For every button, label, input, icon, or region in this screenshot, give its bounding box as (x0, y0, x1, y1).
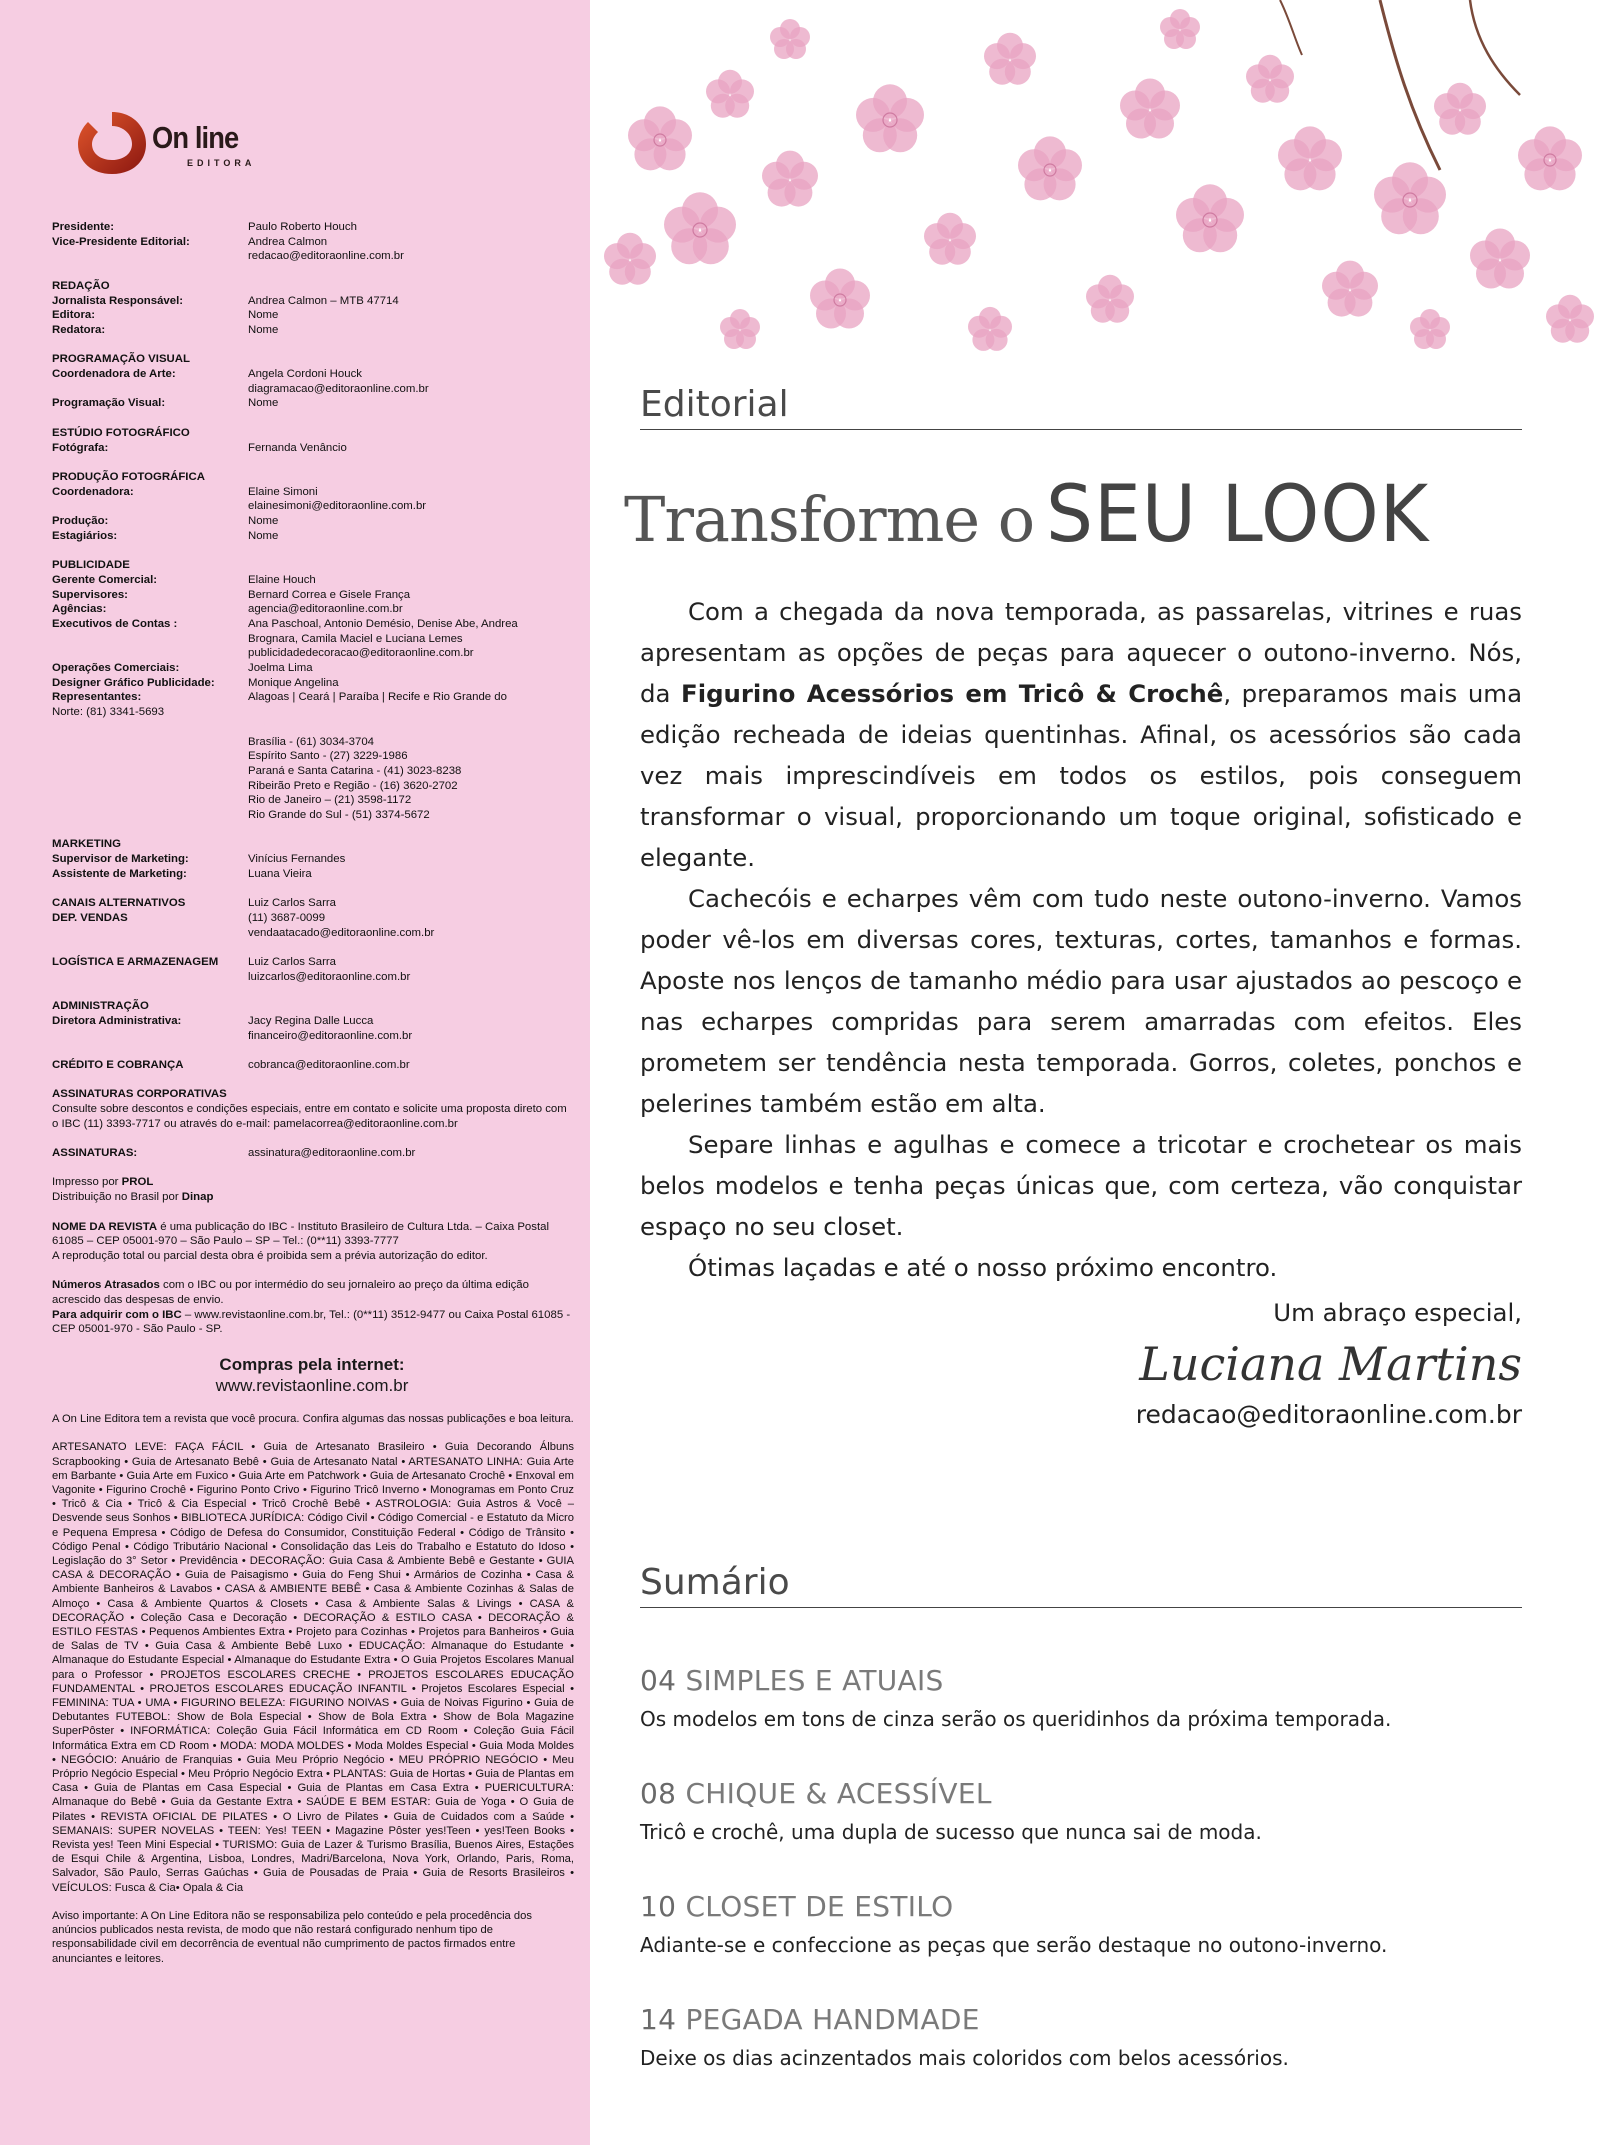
credit-email: financeiro@editoraonline.com.br (248, 1029, 413, 1042)
credit-label: Jornalista Responsável: (52, 294, 184, 307)
rep-item: Espírito Santo - (27) 3229-1986 (248, 750, 408, 763)
credits-list (52, 220, 570, 1337)
headline-part-2: SEU LOOK (1046, 470, 1430, 560)
credit-label: Editora: (52, 309, 96, 322)
credit-text: A reprodução total ou parcial desta obra é proibida sem a prévia autorização do editor. (52, 1249, 488, 1262)
credit-email: agencia@editoraonline.com.br (248, 603, 403, 616)
credit-value: Elaine Simoni (248, 485, 318, 498)
credit-value: Paulo Roberto Houch (248, 221, 357, 233)
credit-email: cobranca@editoraonline.com.br (248, 1058, 410, 1071)
credit-heading: MARKETING (52, 838, 121, 851)
credit-text: Distribuição no Brasil por (52, 1191, 182, 1204)
logo-name: On line (152, 120, 239, 155)
distributor-name: Dinap (181, 1191, 214, 1204)
credit-email: elainesimoni@editoraonline.com.br (248, 500, 427, 513)
credit-heading: PROGRAMAÇÃO VISUAL (52, 353, 190, 366)
summary-item[interactable] (640, 1890, 1540, 1957)
rep-item: Brasília - (61) 3034-3704 (248, 735, 374, 748)
summary-item-title: CHIQUE & ACESSÍVEL (685, 1777, 992, 1810)
credit-value: Joelma Lima (248, 662, 313, 675)
credit-value: Ana Paschoal, Antonio Demésio, Denise Abe, Andrea (248, 617, 518, 630)
credit-value: (11) 3687-0099 (248, 911, 326, 924)
editorial-paragraph: Ótimas laçadas e até o nosso próximo encontro. (688, 1253, 1278, 1282)
credit-heading: CANAIS ALTERNATIVOS (52, 897, 186, 910)
summary-item-title: SIMPLES E ATUAIS (685, 1664, 944, 1697)
rep-item: Rio Grande do Sul - (51) 3374-5672 (248, 809, 430, 822)
credit-label: Supervisor de Marketing: (52, 853, 189, 866)
credit-label: Designer Gráfico Publicidade: (52, 676, 215, 689)
magazine-name: Figurino Acessórios em Tricô & Crochê (681, 679, 1224, 708)
summary-item-description: Adiante-se e confeccione as peças que serão destaque no outono-inverno. (640, 1933, 1388, 1957)
credit-value: Andrea Calmon (248, 235, 328, 248)
credit-value: Fernanda Venâncio (248, 441, 347, 454)
logo-mark-icon (74, 108, 150, 178)
editorial-paragraph: Separe linhas e agulhas e comece a tricotar e crochetear os mais belos modelos e tenha peças únicas que, com certeza, vão conquistar espaço no seu closet. (640, 1130, 1522, 1241)
online-shop-block (52, 1355, 572, 1396)
editorial-body (640, 591, 1522, 1288)
headline-part-1: Transforme o (624, 483, 1035, 556)
signoff-greeting: Um abraço especial, (1273, 1298, 1522, 1327)
credit-value: Monique Angelina (248, 676, 339, 689)
paragraph-text: , preparamos mais uma edição recheada de ideias quentinhas. Afinal, os acessórios são cada vez mais imprescindíveis em todos os estilos, pois conseguem transformar o visual, proporcionando um toque original, sofisticado e elegante. (640, 679, 1523, 872)
summary-item-title: CLOSET DE ESTILO (685, 1890, 954, 1923)
credit-label: Agências: (52, 603, 107, 616)
credit-value: Nome (248, 515, 279, 527)
credit-value: Angela Cordoni Houck (248, 368, 362, 380)
printer-name: PROL (121, 1176, 154, 1189)
summary-item-title: PEGADA HANDMADE (685, 2003, 980, 2036)
credit-heading: PRODUÇÃO FOTOGRÁFICA (52, 470, 205, 483)
credit-email: redacao@editoraonline.com.br (248, 250, 404, 263)
credit-label: Coordenadora de Arte: (52, 368, 176, 380)
credit-email: luizcarlos@editoraonline.com.br (248, 970, 411, 983)
paragraph-text: Com a chegada da nova temporada, as passarelas, vitrines e ruas apresentam as opções de peças para aquecer o outono-inverno. Nós, da (640, 597, 1522, 708)
online-shop-link[interactable]: www.revistaonline.com.br (215, 1376, 409, 1396)
credit-heading: ADMINISTRAÇÃO (52, 1000, 149, 1013)
credit-heading: REDAÇÃO (52, 279, 110, 292)
credit-heading: ESTÚDIO FOTOGRÁFICO (52, 426, 190, 439)
credit-email: vendaatacado@editoraonline.com.br (248, 926, 435, 939)
credit-value: Elaine Houch (248, 573, 316, 586)
credit-label: Presidente: (52, 221, 115, 233)
rep-item: Ribeirão Preto e Região - (16) 3620-2702 (248, 779, 458, 792)
credit-label: DEP. VENDAS (52, 911, 128, 924)
page-number: 08 (640, 1777, 677, 1810)
summary-item[interactable] (640, 1664, 1540, 1731)
credit-label: Norte: (81) 3341-5693 (52, 706, 165, 719)
credit-value: Luiz Carlos Sarra (248, 956, 336, 969)
summary-section-title: Sumário (640, 1562, 1522, 1608)
credit-text: com o IBC ou por intermédio do seu jornaleiro ao preço da última edição acrescido das despesas de envio. (52, 1279, 529, 1307)
credit-text: é uma publicação do IBC - Instituto Brasileiro de Cultura Ltda. – Caixa Postal 61085 – CEP 05001-970 – São Paulo – SP – Tel.: (0**11) 3393-7777 (52, 1220, 549, 1248)
editorial-paragraph: Cachecóis e echarpes vêm com tudo neste outono-inverno. Vamos poder vê-los em diversas cores, texturas, cortes, tamanhos e formas. Aposte nos lenços de tamanho médio para usar ajustados ao pescoço e nas echarpes compridas para serem amarradas com efeitos. Eles prometem ser tendência nesta temporada. Gorros, coletes, ponchos e pelerines também estão em alta. (640, 884, 1522, 1118)
credit-bold: NOME DA REVISTA (52, 1220, 158, 1233)
editor-signature: Luciana Martins (1139, 1337, 1522, 1391)
legal-notice: Aviso importante: A On Line Editora não se responsabiliza pelo conteúdo e pela procedência dos anúncios publicados nesta revista, de modo que não restará configurado nenhum tipo de responsabilidade civil em decorrência de eventual não cumprimento de pactos firmados entre anunciantes e leitores. (52, 1909, 532, 1965)
credit-label: Programação Visual: (52, 397, 166, 410)
credit-value: Bernard Correa e Gisele França (248, 588, 411, 601)
credit-value: Luiz Carlos Sarra (248, 897, 336, 910)
editorial-headline (624, 470, 1449, 560)
editor-email[interactable]: redacao@editoraonline.com.br (1135, 1400, 1522, 1429)
credit-label: Representantes: (52, 691, 142, 704)
credit-label: Estagiários: (52, 529, 118, 542)
rep-item: Rio de Janeiro – (21) 3598-1172 (248, 794, 412, 807)
summary-item[interactable] (640, 2003, 1540, 2070)
credit-paragraph: Consulte sobre descontos e condições especiais, entre em contato e solicite uma proposta direto com o IBC (11) 3393-7717 ou através do e-mail: pamelacorrea@editoraonline.com.br (52, 1103, 567, 1130)
summary-item-description: Deixe os dias acinzentados mais coloridos com belos acessórios. (640, 2046, 1289, 2070)
credit-bold: Para adquirir com o IBC (52, 1308, 182, 1321)
summary-item-description: Tricô e crochê, uma dupla de sucesso que nunca sai de moda. (640, 1820, 1262, 1844)
credit-value: Brognara, Camila Maciel e Luciana Lemes (248, 632, 463, 645)
credit-label: Assistente de Marketing: (52, 867, 187, 880)
online-shop-title: Compras pela internet: (219, 1355, 405, 1375)
page-number: 10 (640, 1890, 677, 1923)
summary-item-description: Os modelos em tons de cinza serão os queridinhos da próxima temporada. (640, 1707, 1392, 1731)
credit-email: diagramacao@editoraonline.com.br (248, 382, 429, 395)
credit-value: Nome (248, 309, 279, 322)
credit-label: Executivos de Contas : (52, 617, 178, 630)
credit-label: Fotógrafa: (52, 441, 109, 454)
publisher-logo (74, 108, 570, 178)
credit-heading: ASSINATURAS CORPORATIVAS (52, 1088, 227, 1101)
credit-label: Produção: (52, 515, 109, 527)
credit-label: Operações Comerciais: (52, 662, 180, 675)
credit-value: Nome (248, 323, 279, 336)
credit-value: Andrea Calmon – MTB 47714 (248, 294, 399, 307)
credit-value: Nome (248, 397, 279, 410)
logo-subtitle: EDITORA (187, 158, 256, 168)
floral-header-illustration (590, 0, 1600, 380)
credit-label: Vice-Presidente Editorial: (52, 235, 190, 248)
credit-heading: CRÉDITO E COBRANÇA (52, 1058, 184, 1071)
credit-bold: Números Atrasados (52, 1279, 160, 1292)
promo-text: A On Line Editora tem a revista que você procura. Confira algumas das nossas publicações e boa leitura. (52, 1413, 574, 1426)
editorial-paragraph (640, 591, 1522, 878)
credit-email: assinatura@editoraonline.com.br (248, 1147, 416, 1160)
blossom-icon (590, 0, 1600, 380)
editorial-signoff (900, 1292, 1522, 1436)
page-number: 14 (640, 2003, 677, 2036)
credit-value: Luana Vieira (248, 867, 312, 880)
editorial-section-title: Editorial (640, 384, 1522, 430)
publications-catalog: ARTESANATO LEVE: FAÇA FÁCIL • Guia de Artesanato Brasileiro • Guia Decorando Álbuns Scrapbooking • Guia de Artesanato Bebê • Guia de Artesanato Natal • ARTESANATO LINHA: Guia Arte em Barbante • Guia Arte em Fuxico • Guia Arte em Patchwork • Guia de Artesanato Crochê • Enxoval em Vagonite • Figurino Crochê • Figurino Ponto Crivo • Figurino Tricô Inverno • Monogramas em Ponto Cruz • Tricô & Cia • Tricô & Cia Especial • Tricô Crochê Bebê • ASTROLOGIA: Guia Astros & Você – Desvende seus Sonhos • BIBLIOTECA JURÍDICA: Código Civil • Código Comercial - e Estatuto da Micro e Pequena Empresa • Código de Defesa do Consumidor, Constituição Federal • Código de Trânsito • Código Penal • Código Tributário Nacional • Consolidação das Leis do Trabalho e Estatuto do Idoso • Legislação do 3° Setor • Previdência • DECORAÇÃO: Guia Casa & Ambiente Bebê e Gestante • GUIA CASA & DECORAÇÃO • Guia de Paisagismo • Guia do Feng Shui • Armários de Cozinha • Casa & Ambiente Banheiros & Lavabos • CASA & AMBIENTE BEBÊ • Casa & Ambiente Cozinhas & Salas de Almoço • Casa & Ambiente Quartos & Closets • Casa & Ambiente Salas & Livings • CASA & DECORAÇÃO • Coleção Casa e Decoração • DECORAÇÃO & ESTILO CASA • DECORAÇÃO & ESTILO FESTAS • Pequenos Ambientes Extra • Projeto para Cozinhas • Projetos para Banheiros • Guia de Salas de TV • Guia Casa & Ambiente Bebê Luxo • EDUCAÇÃO: Almanaque do Estudante • Almanaque do Estudante Especial • Almanaque do Estudante Extra • O Guia Projetos Escolares Manual para o Professor • PROJETOS ESCOLARES CRECHE • PROJETOS ESCOLARES EDUCAÇÃO FUNDAMENTAL • PROJETOS ESCOLARES EDUCAÇÃO INFANTIL • Projetos Escolares Especial • FEMININA: TUA • UMA • FIGURINO BELEZA: FIGURINO NOIVAS • Guia de Noivas Figurino • Guia de Debutantes FUTEBOL: Show de Bola Especial • Show de Bola Extra • Show de Bola Magazine SuperPôster • INFORMÁTICA: Coleção Guia Fácil Informática em CD Room • Coleção Guia Fácil Informática Extra em CD Room • MODA: MODA MOLDES • Moda Moldes Especial • Guia Moda Moldes • NEGÓCIO: Anuário de Franquias • Guia Meu Próprio Negócio • MEU PRÓPRIO NEGÓCIO • Meu Próprio Negócio Especial • Meu Próprio Negócio Extra • PLANTAS: Guia de Hortas • Guia de Plantas em Casa • Guia de Plantas em Casa Especial • Guia de Plantas em Casa Extra • PUERICULTURA: Almanaque do Bebê • Guia da Gestante Extra • SAÚDE E BEM ESTAR: Guia de Yoga • O Guia de Pilates • REVISTA OFICIAL DE PILATES • O Livro de Pilates • Guia de Cuidados com a Saúde • SEMANAIS: SUPER NOVELAS • TEEN: Yes! TEEN • Magazine Pôster yes!Teen • yes!Teen Books • Revista yes! Teen Mini Especial • TURISMO: Guia de Lazer & Turismo Brasília, Buenos Aires, Estações de Esqui Chile & Argentina, Lisboa, Londres, Madri/Barcelona, Nova York, Orlando, Paris, Roma, Salvador, São Paulo, Serras Gaúchas • Guia de Pousadas de Praia • Guia de Resorts Brasileiros • VEÍCULOS: Fusca & Cia• Opala & Cia (52, 1441, 574, 1894)
credit-value: Nome (248, 529, 279, 542)
credit-heading: ASSINATURAS: (52, 1147, 138, 1160)
credit-heading: LOGÍSTICA E ARMAZENAGEM (52, 956, 219, 969)
credit-value: Vinícius Fernandes (248, 853, 346, 866)
summary-item[interactable] (640, 1777, 1540, 1844)
credit-text: Impresso por (52, 1176, 122, 1189)
credit-email: publicidadedecoracao@editoraonline.com.br (248, 647, 474, 660)
page-number: 04 (640, 1664, 677, 1697)
credit-heading: PUBLICIDADE (52, 559, 130, 572)
credit-label: Gerente Comercial: (52, 573, 158, 586)
rep-item: Paraná e Santa Catarina - (41) 3023-8238 (248, 764, 462, 777)
masthead-column (0, 0, 590, 2145)
credit-text: – www.revistaonline.com.br, Tel.: (0**11) 3512-9477 ou Caixa Postal 61085 - CEP 05001-970 - São Paulo - SP. (52, 1308, 571, 1336)
credit-label: Diretora Administrativa: (52, 1014, 182, 1027)
credit-label: Redatora: (52, 323, 106, 336)
credit-label: Coordenadora: (52, 485, 134, 498)
credit-label: Supervisores: (52, 588, 128, 601)
credit-value: Jacy Regina Dalle Lucca (248, 1014, 374, 1027)
credit-value: Alagoas | Ceará | Paraíba | Recife e Rio Grande do (248, 691, 507, 704)
